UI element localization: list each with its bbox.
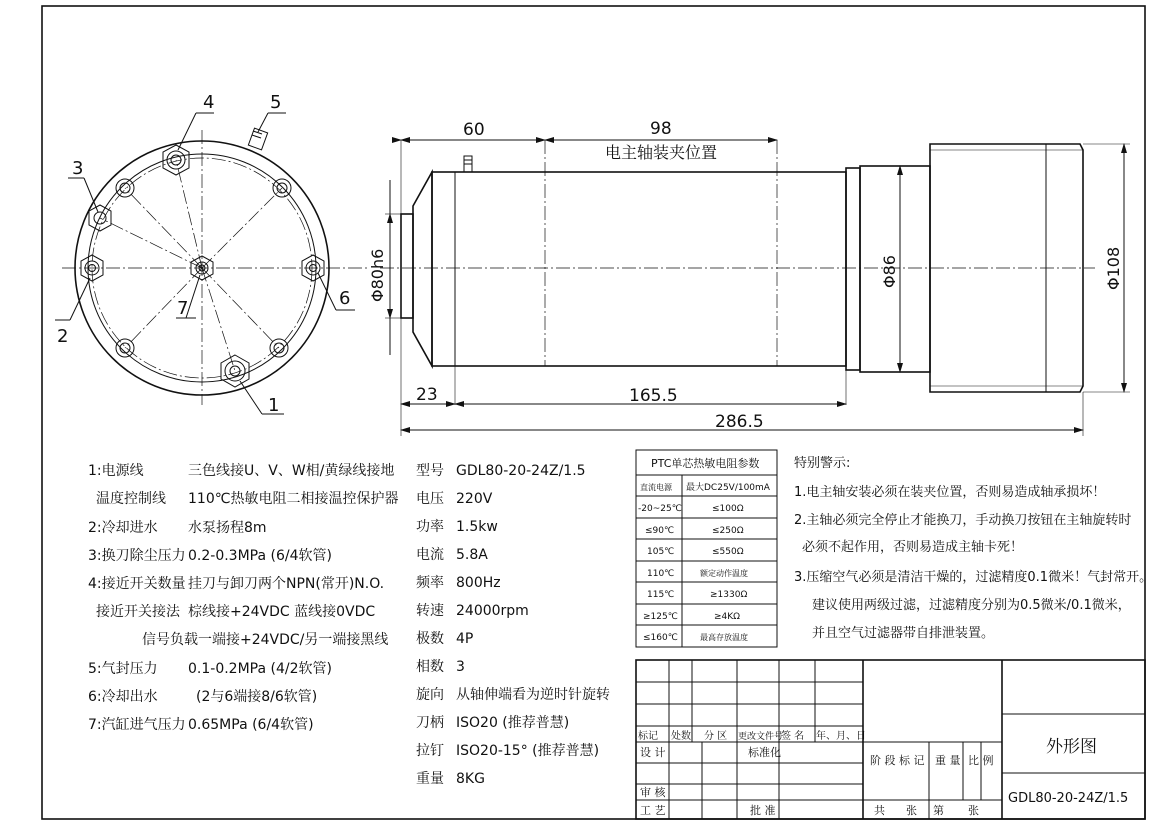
- rev-header-sign: 签 名: [781, 731, 805, 742]
- approve-label: 批 准: [750, 804, 776, 817]
- spec-key: 型号: [416, 463, 444, 479]
- ptc-value: ≥1330Ω: [710, 590, 748, 600]
- spec-value: 800Hz: [456, 575, 501, 591]
- ptc-temp: 110℃: [647, 569, 675, 579]
- ptc-value: 额定动作温度: [700, 569, 748, 578]
- ptc-temp: -20~25℃: [638, 504, 682, 514]
- spec-key: 重量: [416, 771, 444, 787]
- dim-60: 60: [463, 120, 485, 140]
- callout-3: 3: [72, 158, 84, 179]
- wiring-text: 0.2-0.3MPa (6/4软管): [188, 548, 332, 564]
- warning-line: 3.压缩空气必须是清洁干燥的，过滤精度0.1微米！气封常开。: [794, 570, 1153, 585]
- spec-value: 1.5kw: [456, 519, 498, 535]
- ptc-value: ≥4KΩ: [714, 612, 741, 622]
- spec-value: ISO20-15° (推荐普慧): [456, 743, 600, 759]
- dim-23: 23: [416, 385, 438, 405]
- craft-label: 工 艺: [640, 804, 666, 817]
- sheets-label: 张: [906, 804, 917, 817]
- dim-d108: Φ108: [1104, 246, 1123, 290]
- spec-key: 频率: [416, 575, 444, 591]
- ptc-value: ≤550Ω: [712, 547, 744, 557]
- spec-value: 从轴伸端看为逆时针旋转: [456, 687, 610, 703]
- wiring-label: 7:汽缸进气压力: [88, 717, 186, 733]
- spec-key: 电流: [416, 547, 444, 563]
- rev-header-mark: 标记: [638, 731, 658, 742]
- warning-line: 2.主轴必须完全停止才能换刀，手动换刀按钮在主轴旋转时: [794, 513, 1132, 528]
- spec-value: 8KG: [456, 771, 485, 787]
- dim-286-5: 286.5: [715, 412, 764, 432]
- wiring-label: 2:冷却进水: [88, 520, 158, 536]
- callout-5: 5: [270, 92, 282, 113]
- wiring-label: 接近开关接法: [96, 604, 180, 620]
- wiring-label: 6:冷却出水: [88, 689, 158, 705]
- wiring-text: 挂刀与卸刀两个NPN(常开)N.O.: [188, 576, 385, 592]
- wiring-label: 温度控制线: [96, 491, 166, 507]
- dim-d80h6: Φ80h6: [368, 248, 387, 302]
- spec-value: 4P: [456, 631, 474, 647]
- spec-list: [416, 462, 610, 787]
- wiring-list: [88, 462, 398, 733]
- rev-header-date: 年、月、日: [816, 731, 866, 742]
- page-label: 第: [933, 804, 944, 817]
- callout-1: 1: [268, 395, 280, 416]
- warning-line: 并且空气过滤器带自排泄装置。: [812, 626, 995, 641]
- wiring-text: 三色线接U、V、W相/黄绿线接地: [188, 463, 395, 479]
- dim-165-5: 165.5: [629, 386, 678, 406]
- dim-d86: Φ86: [880, 255, 899, 288]
- total-label: 共: [874, 804, 885, 817]
- spec-key: 刀柄: [416, 715, 444, 731]
- wiring-text: 110℃热敏电阻二相接温控保护器: [188, 491, 399, 507]
- standard-label: 标准化: [748, 746, 781, 759]
- callout-2: 2: [57, 326, 69, 347]
- stage-label: 阶 段 标 记: [870, 754, 925, 767]
- spec-value: ISO20 (推荐普慧): [456, 715, 570, 731]
- wiring-label: 1:电源线: [88, 463, 144, 479]
- side-view: [368, 119, 1130, 436]
- rev-header-doc: 更改文件号: [738, 732, 784, 742]
- warning-line: 建议使用两级过滤，过滤精度分别为0.5微米/0.1微米，: [812, 598, 1131, 613]
- wiring-text: 信号负载一端接+24VDC/另一端接黑线: [142, 632, 389, 648]
- ptc-title: PTC单芯热敏电阻参数: [651, 457, 760, 470]
- dim-98: 98: [650, 119, 672, 139]
- ptc-temp: ≤160℃: [643, 633, 678, 643]
- spec-value: 5.8A: [456, 547, 488, 563]
- callout-4: 4: [203, 92, 215, 113]
- review-label: 审 核: [640, 786, 666, 799]
- spec-key: 电压: [416, 491, 444, 507]
- rev-header-zone: 分 区: [704, 731, 728, 742]
- design-label: 设 计: [640, 746, 666, 759]
- spec-value: 24000rpm: [456, 603, 529, 619]
- wiring-label: 4:接近开关数量: [88, 576, 186, 592]
- ptc-header-source: 直流电源: [640, 483, 672, 492]
- spec-key: 转速: [416, 603, 444, 619]
- wiring-label: 3:换刀除尘压力: [88, 548, 186, 564]
- clamp-position-note: 电主轴装夹位置: [605, 143, 718, 162]
- ptc-temp: 115℃: [647, 590, 675, 600]
- spec-key: 拉钉: [416, 743, 444, 759]
- wiring-text: 0.65MPa (6/4软管): [188, 717, 314, 733]
- ptc-table: [636, 450, 777, 647]
- drawing-number: GDL80-20-24Z/1.5: [1008, 791, 1129, 806]
- spec-key: 相数: [416, 659, 444, 675]
- ptc-temp: 105℃: [647, 547, 675, 557]
- scale-label: 比 例: [968, 754, 994, 767]
- weight-label: 重 量: [935, 754, 961, 767]
- callout-7: 7: [177, 298, 189, 319]
- wiring-text: 水泵扬程8m: [188, 520, 267, 536]
- ptc-header-max: 最大DC25V/100mA: [686, 483, 770, 493]
- warning-line: 必须不起作用，否则易造成主轴卡死！: [802, 540, 1024, 555]
- wiring-text: (2与6端接8/6软管): [196, 689, 318, 705]
- title-block: [636, 660, 1145, 819]
- ptc-value: ≤100Ω: [712, 504, 744, 514]
- warning-title: 特别警示:: [794, 456, 851, 471]
- spec-value: GDL80-20-24Z/1.5: [456, 463, 586, 479]
- spec-key: 功率: [416, 519, 444, 535]
- ptc-temp: ≥125℃: [643, 612, 678, 622]
- wiring-text: 棕线接+24VDC 蓝线接0VDC: [188, 604, 376, 620]
- spec-key: 极数: [416, 631, 444, 647]
- spec-key: 旋向: [416, 687, 444, 703]
- drawing-name: 外形图: [1046, 737, 1097, 757]
- front-view: [55, 92, 370, 416]
- ptc-value: ≤250Ω: [712, 526, 744, 536]
- warning-line: 1.电主轴安装必须在装夹位置，否则易造成轴承损坏！: [794, 485, 1106, 500]
- ptc-value: 最高存放温度: [700, 633, 748, 642]
- wiring-text: 0.1-0.2MPa (4/2软管): [188, 661, 332, 677]
- spec-value: 3: [456, 659, 465, 675]
- sheets-label-2: 张: [968, 804, 979, 817]
- callout-6: 6: [339, 288, 351, 309]
- wiring-label: 5:气封压力: [88, 661, 158, 677]
- warnings: [794, 455, 1152, 641]
- spec-value: 220V: [456, 491, 493, 507]
- rev-header-count: 处数: [671, 731, 691, 742]
- ptc-temp: ≤90℃: [645, 526, 675, 536]
